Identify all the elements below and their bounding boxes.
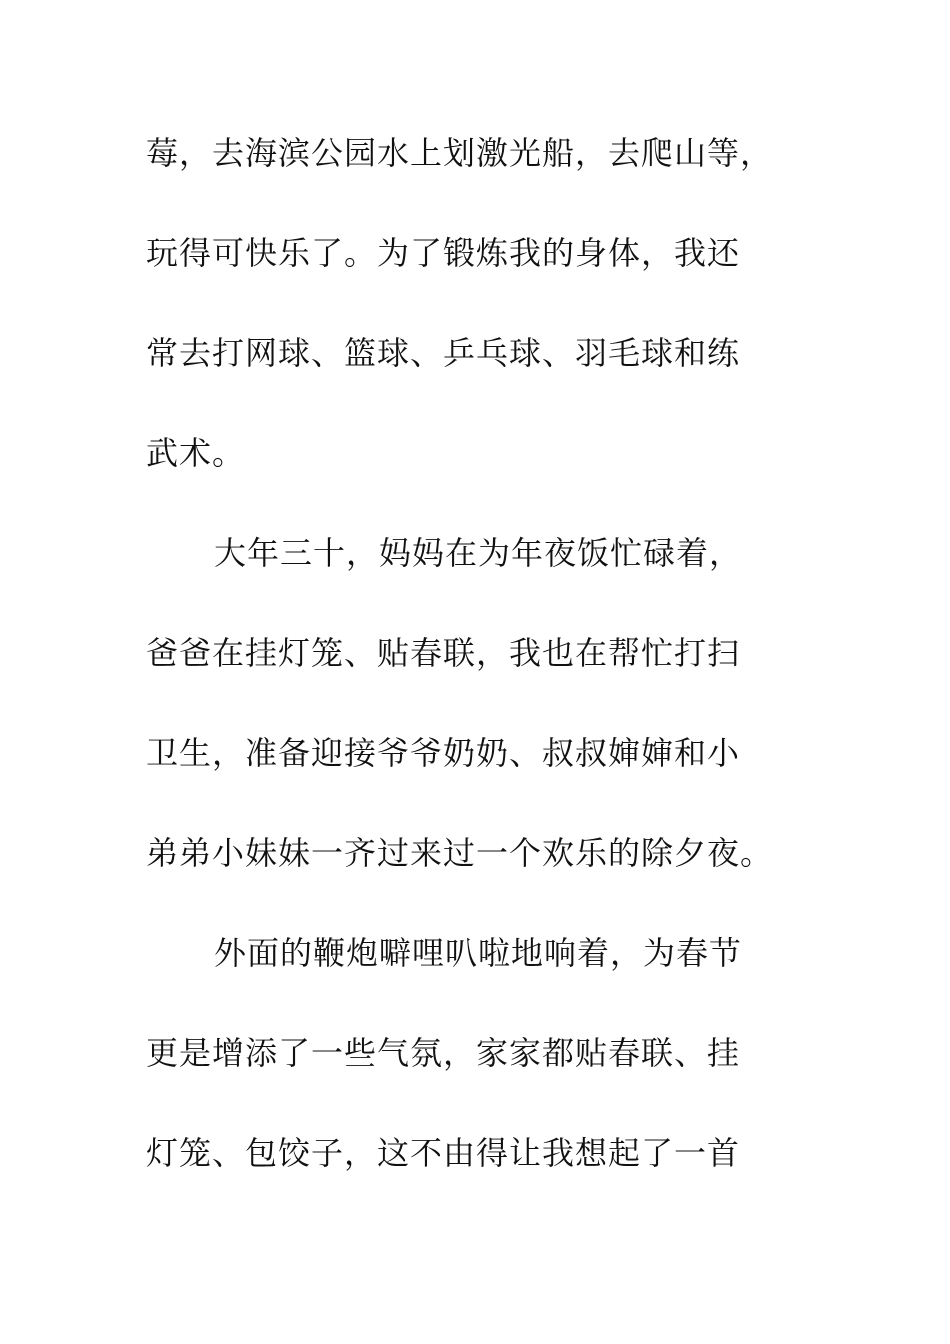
text-line: 更是增添了一些气氛，家家都贴春联、挂 bbox=[146, 1034, 741, 1072]
text-line: 莓，去海滨公园水上划激光船，去爬山等， bbox=[146, 134, 774, 172]
text-line: 弟弟小妹妹一齐过来过一个欢乐的除夕夜。 bbox=[146, 834, 774, 872]
text-line: 卫生，准备迎接爷爷奶奶、叔叔婶婶和小 bbox=[146, 734, 741, 772]
text-line: 常去打网球、篮球、乒乓球、羽毛球和练 bbox=[146, 334, 741, 372]
paragraph-start-line: 大年三十，妈妈在为年夜饭忙碌着， bbox=[214, 534, 743, 572]
text-line: 玩得可快乐了。为了锻炼我的身体，我还 bbox=[146, 234, 741, 272]
text-line: 武术。 bbox=[146, 434, 246, 472]
text-line: 灯笼、包饺子，这不由得让我想起了一首 bbox=[146, 1134, 741, 1172]
paragraph-start-line: 外面的鞭炮噼哩叭啦地响着，为春节 bbox=[214, 934, 743, 972]
text-line: 爸爸在挂灯笼、贴春联，我也在帮忙打扫 bbox=[146, 634, 741, 672]
